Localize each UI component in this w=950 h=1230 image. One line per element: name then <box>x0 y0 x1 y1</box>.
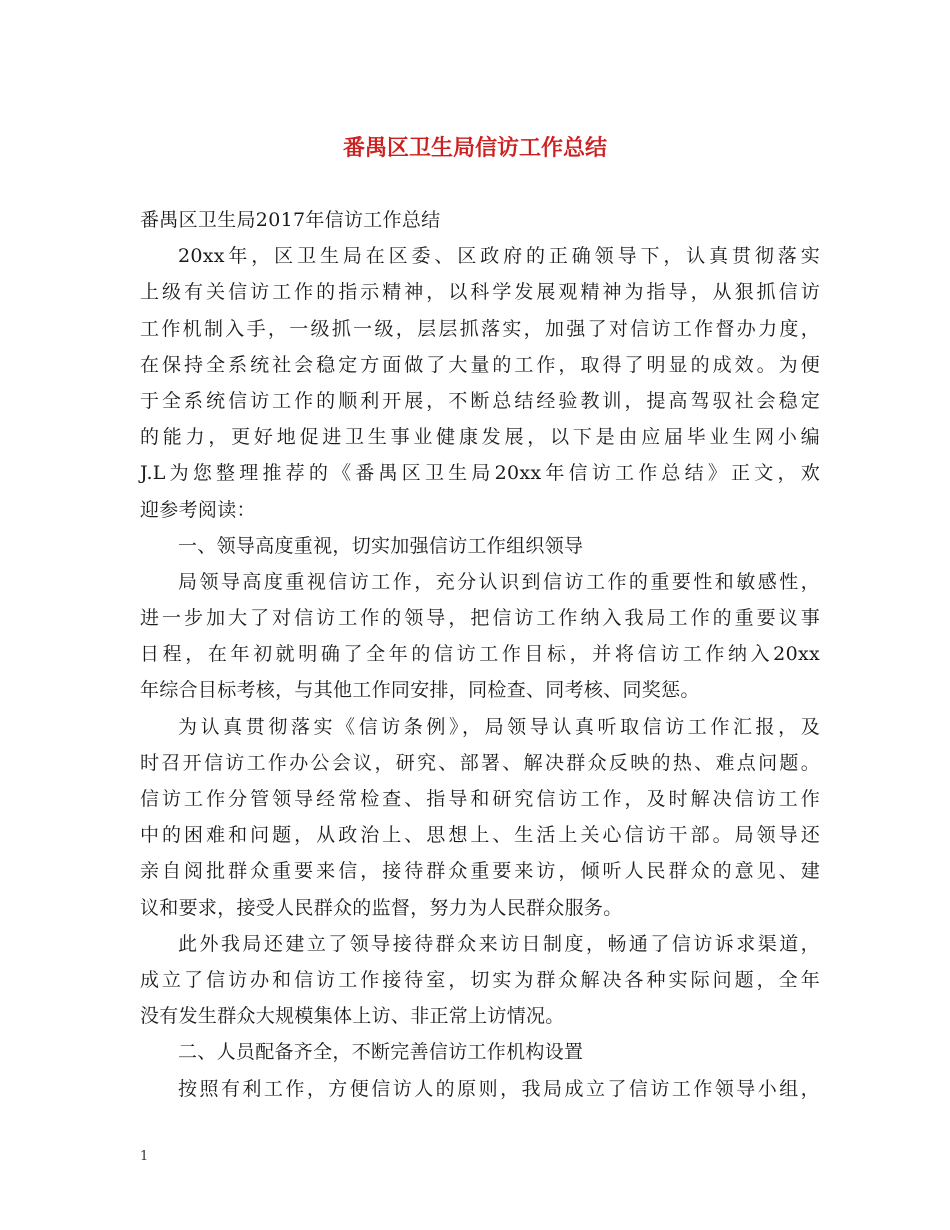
text-line: J.L为您整理推荐的《番禺区卫生局20xx年信访工作总结》正文，欢 <box>140 462 820 485</box>
document-title: 番禺区卫生局信访工作总结 <box>342 135 607 161</box>
text-line: 时召开信访工作办公会议，研究、部署、解决群众反映的热、难点问题。 <box>140 751 820 774</box>
text-line: 一、领导高度重视，切实加强信访工作组织领导 <box>178 534 584 557</box>
text-line: 20xx年，区卫生局在区委、区政府的正确领导下，认真贯彻落实 <box>178 245 820 268</box>
page-number: 1 <box>140 1149 149 1164</box>
text-line: 议和要求，接受人民群众的监督，努力为人民群众服务。 <box>140 896 623 919</box>
text-line: 于全系统信访工作的顺利开展，不断总结经验教训，提高驾驭社会稳定 <box>140 389 820 412</box>
text-line: 进一步加大了对信访工作的领导，把信访工作纳入我局工作的重要议事 <box>140 607 820 630</box>
text-line: 二、人员配备齐全，不断完善信访工作机构设置 <box>178 1041 584 1064</box>
text-line: 按照有利工作，方便信访人的原则，我局成立了信访工作领导小组， <box>178 1077 820 1100</box>
text-line: 为认真贯彻落实《信访条例》，局领导认真听取信访工作汇报，及 <box>178 715 820 738</box>
text-line: 此外我局还建立了领导接待群众来访日制度，畅通了信访诉求渠道， <box>178 932 820 955</box>
document-body <box>140 202 820 1107</box>
text-line: 在保持全系统社会稳定方面做了大量的工作，取得了明显的成效。为便 <box>140 353 820 376</box>
text-line: 迎参考阅读： <box>140 498 256 521</box>
text-line: 日程，在年初就明确了全年的信访工作目标，并将信访工作纳入20xx <box>140 643 820 666</box>
text-line: 中的困难和问题，从政治上、思想上、生活上关心信访干部。局领导还 <box>140 824 820 847</box>
text-line: 工作机制入手，一级抓一级，层层抓落实，加强了对信访工作督办力度， <box>140 317 820 340</box>
text-line: 上级有关信访工作的指示精神，以科学发展观精神为指导，从狠抓信访 <box>140 281 820 304</box>
text-line: 番禺区卫生局2017年信访工作总结 <box>140 209 441 231</box>
text-line: 信访工作分管领导经常检查、指导和研究信访工作，及时解决信访工作 <box>140 788 820 810</box>
text-line: 年综合目标考核，与其他工作同安排，同检查、同考核、同奖惩。 <box>140 679 700 702</box>
text-line: 的能力，更好地促进卫生事业健康发展，以下是由应届毕业生网小编 <box>140 426 820 449</box>
text-line: 没有发生群众大规模集体上访、非正常上访情况。 <box>140 1005 565 1028</box>
text-line: 成立了信访办和信访工作接待室，切实为群众解决各种实际问题，全年 <box>140 968 820 991</box>
text-line: 亲自阅批群众重要来信，接待群众重要来访，倾听人民群众的意见、建 <box>140 860 820 883</box>
text-line: 局领导高度重视信访工作，充分认识到信访工作的重要性和敏感性， <box>178 570 820 593</box>
